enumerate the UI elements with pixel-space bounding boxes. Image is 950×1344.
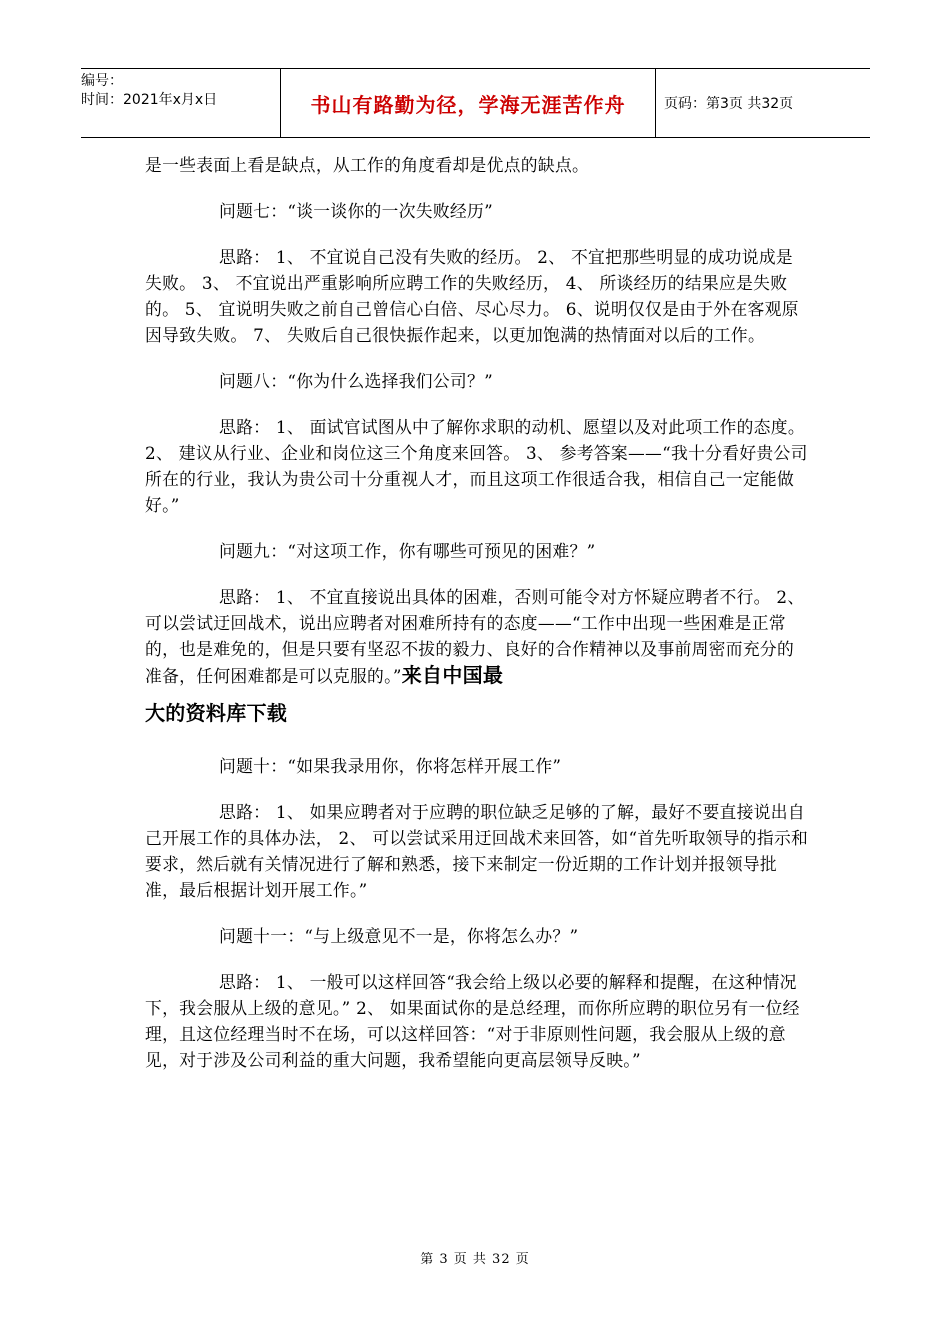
document-number: 编号： xyxy=(81,73,123,89)
header-motto: 书山有路勤为径，学海无涯苦作舟 xyxy=(281,69,656,137)
answer-11: 思路： 1、 一般可以这样回答“我会给上级以必要的解释和提醒，在这种情况下，我会服从上级的意见。” 2、 如果面试你的是总经理，而你所应聘的职位另有一位经理，且这位经理当时不在场，可以这样回答：“对于非原则性问题，我会服从上级的意见，对于涉及公司利益的重大问题，我希望能向更高层领导反映。” xyxy=(145,972,800,1070)
answer-7: 思路： 1、 不宜说自己没有失败的经历。 2、 不宜把那些明显的成功说成是失败。 3、 不宜说出严重影响所应聘工作的失败经历， 4、 所谈经历的结果应是失败的。 5、 宜说明失败之前自己曾信心白倍、尽心尽力。 6、说明仅仅是由于外在客观原因导致失败。 7、 失败后自己很快振作起来，以更加饱满的热情面对以后的工作。 xyxy=(145,247,799,345)
question-9: 问题九：“对这项工作，你有哪些可预见的困难？” xyxy=(219,541,596,561)
header-meta xyxy=(81,69,281,137)
page-footer: 第 3 页 共 32 页 xyxy=(420,1252,530,1267)
page-header xyxy=(81,68,870,138)
question-7: 问题七：“谈一谈你的一次失败经历” xyxy=(219,201,493,221)
question-8: 问题八：“你为什么选择我们公司？” xyxy=(219,371,493,391)
question-11: 问题十一：“与上级意见不一是，你将怎么办？” xyxy=(219,926,579,946)
document-date: 时间：2021年x月x日 xyxy=(81,92,218,108)
source-note-continued: 大的资料库下载 xyxy=(145,701,288,725)
question-10: 问题十：“如果我录用你，你将怎样开展工作” xyxy=(219,756,562,776)
source-note: 来自中国最 xyxy=(401,663,504,687)
answer-8: 思路： 1、 面试官试图从中了解你求职的动机、愿望以及对此项工作的态度。 2、 建议从行业、企业和岗位这三个角度来回答。 3、 参考答案——“我十分看好贵公司所在的行业，我认为贵公司十分重视人才，而且这项工作很适合我，相信自己一定能做好。” xyxy=(145,417,808,515)
document-body xyxy=(145,152,809,1073)
header-page-info: 页码：第3页 共32页 xyxy=(664,96,794,112)
answer-9 xyxy=(145,584,809,689)
paragraph-continuation: 是一些表面上看是缺点，从工作的角度看却是优点的缺点。 xyxy=(145,155,590,175)
answer-10: 思路： 1、 如果应聘者对于应聘的职位缺乏足够的了解，最好不要直接说出自己开展工作的具体办法， 2、 可以尝试采用迂回战术来回答，如“首先听取领导的指示和要求，然后就有关情况进行了解和熟悉，接下来制定一份近期的工作计划并报领导批准，最后根据计划开展工作。” xyxy=(145,802,809,900)
answer-9-text: 思路： 1、 不宜直接说出具体的困难，否则可能令对方怀疑应聘者不行。 2、 可以尝试迂回战术，说出应聘者对困难所持有的态度——“工作中出现一些困难是正常的，也是难免的，但是只要有坚忍不拔的毅力、良好的合作精神以及事前周密而充分的准备，任何困难都是可以克服的。” xyxy=(145,587,805,686)
